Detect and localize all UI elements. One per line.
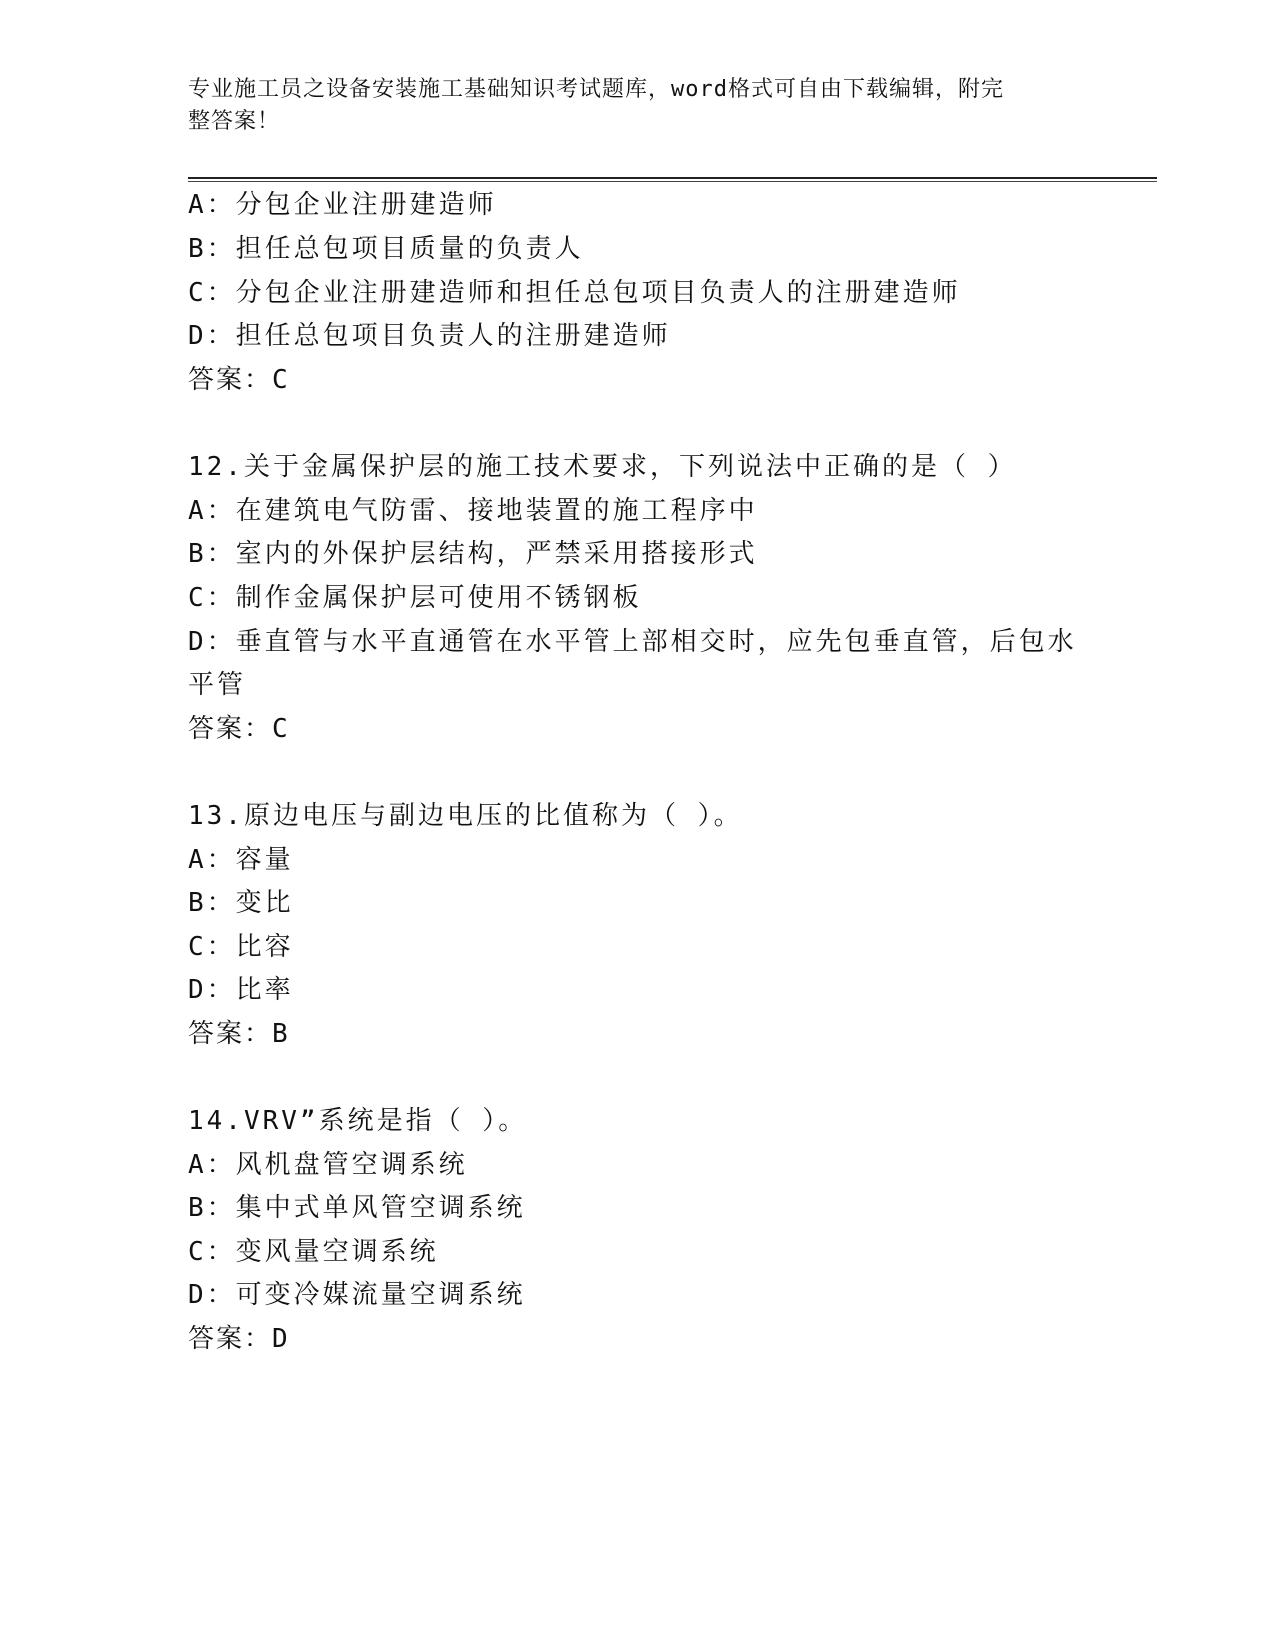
q13-answer-label: 答案： [188,1019,273,1049]
header-line-1: 专业施工员之设备安装施工基础知识考试题库，word格式可自由下载编辑，附完 [188,77,1004,102]
document-header [188,74,1068,138]
q11-option-d: D：担任总包项目负责人的注册建造师 [188,321,671,351]
q14-option-a: A：风机盘管空调系统 [188,1150,468,1180]
q11-option-a: A：分包企业注册建造师 [188,190,497,220]
q14-question: 14.VRV”系统是指（ ）。 [188,1106,528,1136]
q13-answer-value: B [272,1019,288,1049]
header-divider-thin [188,181,1157,182]
q13-option-a: A：容量 [188,845,294,875]
q12-question: 12.关于金属保护层的施工技术要求，下列说法中正确的是（ ） [188,452,1017,482]
q12-answer-label: 答案： [188,714,273,744]
q12-option-a: A：在建筑电气防雷、接地装置的施工程序中 [188,496,758,526]
q12-option-b: B：室内的外保护层结构，严禁采用搭接形式 [188,539,758,569]
q13-question: 13.原边电压与副边电压的比值称为（ ）。 [188,801,743,831]
header-divider-thick [188,177,1157,179]
q13-option-d: D：比率 [188,975,294,1005]
q14-option-d: D：可变冷媒流量空调系统 [188,1280,526,1310]
q11-answer [188,363,288,397]
q12-answer [188,712,288,746]
q14-option-b: B：集中式单风管空调系统 [188,1193,526,1223]
q13-option-b: B：变比 [188,888,294,918]
q11-option-c: C：分包企业注册建造师和担任总包项目负责人的注册建造师 [188,278,961,308]
q14-answer-label: 答案： [188,1324,273,1354]
q12-option-d-line-1: D：垂直管与水平直通管在水平管上部相交时，应先包垂直管，后包水 [188,627,1077,657]
q13-option-c: C：比容 [188,932,294,962]
q14-answer [188,1322,288,1356]
q11-option-b: B：担任总包项目质量的负责人 [188,234,584,264]
q13-answer [188,1017,288,1051]
q12-option-d-line-2: 平管 [188,670,247,700]
q14-answer-value: D [272,1324,288,1354]
q11-answer-value: C [272,365,288,395]
q12-option-c: C：制作金属保护层可使用不锈钢板 [188,583,642,613]
header-line-2: 整答案！ [188,109,281,134]
q12-answer-value: C [272,714,288,744]
q11-answer-label: 答案： [188,365,273,395]
q14-option-c: C：变风量空调系统 [188,1237,439,1267]
